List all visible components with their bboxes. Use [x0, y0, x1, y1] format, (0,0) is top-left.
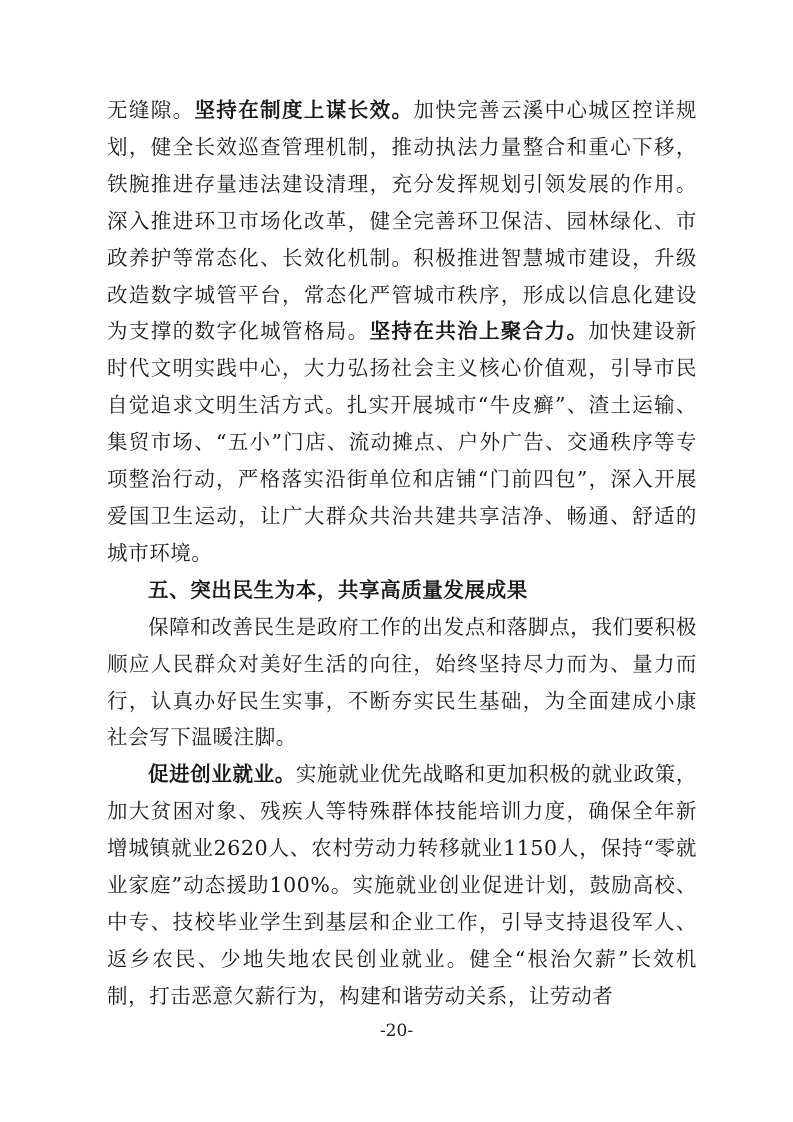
- paragraph-text: 加快建设新时代文明实践中心，大力弘扬社会主义核心价值观，引导市民自觉追求文明生活方式。扎实开展城市“牛皮癣”、渣土运输、集贸市场、“五小”门店、流动摊点、户外广告、交通秩序等专项整治行动，严格落实沿街单位和店铺“门前四包”，深入开展爱国卫生运动，让广大群众共治共建共享洁净、畅通、舒适的城市环境。: [107, 319, 698, 565]
- paragraph-livelihood: 保障和改善民生是政府工作的出发点和落脚点，我们要积极顺应人民群众对美好生活的向往，始终坚持尽力而为、量力而行，认真办好民生实事，不断夯实民生基础，为全面建成小康社会写下温暖注脚。: [107, 614, 697, 750]
- bold-lead-institution: 坚持在制度上谋长效。: [194, 98, 414, 122]
- paragraph-text: 加快完善云溪中心城区控详规划，健全长效巡查管理机制，推动执法力量整合和重心下移，铁腕推进存量违法建设清理，充分发挥规划引领发展的作用。深入推进环卫市场化改革，健全完善环卫保洁、园林绿化、市政养护等常态化、长效化机制。积极推进智慧城市建设，升级改造数字城管平台，常态化严管城市秩序，形成以信息化建设为支撑的数字化城管格局。: [107, 98, 698, 344]
- body-text: [107, 92, 697, 1015]
- page-number: -20-: [379, 1021, 414, 1041]
- bold-lead-co-governance: 坚持在共治上聚合力。: [369, 319, 589, 344]
- paragraph-text: 无缝隙。: [107, 98, 195, 122]
- bold-lead-employment: 促进创业就业。: [148, 762, 296, 787]
- paragraph-urban-management: [107, 92, 697, 572]
- section-heading: 五、突出民生为本，共享高质量发展成果: [148, 577, 528, 602]
- paragraph-text: 实施就业优先战略和更加积极的就业政策，加大贫困对象、残疾人等特殊群体技能培训力度，确保全年新增城镇就业2620人、农村劳动力转移就业1150人，保持“零就业家庭”动态援助100%。实施就业创业促进计划，鼓励高校、中专、技校毕业学生到基层和企业工作，引导支持退役军人、返乡农民、少地失地农民创业就业。健全“根治欠薪”长效机制，打击恶意欠薪行为，构建和谐劳动关系，让劳动者: [107, 762, 697, 1008]
- paragraph-employment: [107, 756, 697, 1014]
